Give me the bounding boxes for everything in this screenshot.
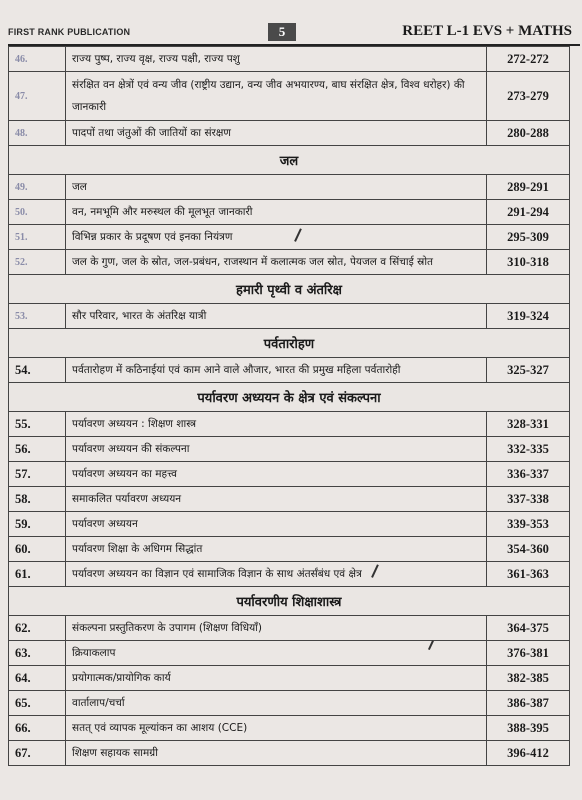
table-row (9, 304, 570, 329)
publisher-name: FIRST RANK PUBLICATION (8, 27, 131, 37)
chapter-title: वन, नमभूमि और मरुस्थल की मूलभूत जानकारी (66, 200, 487, 225)
table-row (9, 358, 570, 383)
chapter-number: 50. (9, 200, 66, 225)
course-title: REET L-1 EVS + MATHS (402, 23, 572, 39)
chapter-title: वार्तालाप/चर्चा (66, 691, 487, 716)
contents-table (8, 46, 570, 766)
chapter-title: जल के गुण, जल के स्रोत, जल-प्रबंधन, राजस्थान में कलात्मक जल स्रोत, पेयजल व सिंचाई स्रोत (66, 250, 487, 275)
chapter-title: सौर परिवार, भारत के अंतरिक्ष यात्री (66, 304, 487, 329)
table-row (9, 487, 570, 512)
table-row (9, 616, 570, 641)
table-row (9, 462, 570, 487)
page-header (0, 22, 582, 46)
page-range: 272-272 (487, 47, 570, 72)
chapter-title: पर्यावरण शिक्षा के अधिगम सिद्धांत (66, 537, 487, 562)
chapter-number: 57. (9, 462, 66, 487)
chapter-number: 53. (9, 304, 66, 329)
page-range: 280-288 (487, 121, 570, 146)
table-row (9, 250, 570, 275)
page-range: 386-387 (487, 691, 570, 716)
page-range: 291-294 (487, 200, 570, 225)
chapter-number: 47. (9, 72, 66, 121)
table-row (9, 691, 570, 716)
chapter-title: सतत् एवं व्यापक मूल्यांकन का आशय (CCE) (66, 716, 487, 741)
chapter-title: विभिन्न प्रकार के प्रदूषण एवं इनका नियंत्रण (66, 225, 487, 250)
chapter-title: राज्य पुष्प, राज्य वृक्ष, राज्य पक्षी, राज्य पशु (66, 47, 487, 72)
chapter-number: 55. (9, 412, 66, 437)
table-row (9, 716, 570, 741)
section-heading: पर्वतारोहण (9, 329, 570, 358)
table-row (9, 175, 570, 200)
chapter-number: 62. (9, 616, 66, 641)
chapter-title: पर्वतारोहण में कठिनाईयां एवं काम आने वाले औजार, भारत की प्रमुख महिला पर्वतारोही (66, 358, 487, 383)
chapter-title: पर्यावरण अध्ययन का विज्ञान एवं सामाजिक विज्ञान के साथ अंतर्संबंध एवं क्षेत्र (66, 562, 487, 587)
page-range: 382-385 (487, 666, 570, 691)
section-heading-row (9, 383, 570, 412)
chapter-number: 58. (9, 487, 66, 512)
page-range: 336-337 (487, 462, 570, 487)
page-range: 388-395 (487, 716, 570, 741)
chapter-title: शिक्षण सहायक सामग्री (66, 741, 487, 766)
chapter-title: पादपों तथा जंतुओं की जातियों का संरक्षण (66, 121, 487, 146)
chapter-title: समाकलित पर्यावरण अध्ययन (66, 487, 487, 512)
table-row (9, 412, 570, 437)
chapter-title: पर्यावरण अध्ययन की संकल्पना (66, 437, 487, 462)
chapter-title: क्रियाकलाप (66, 641, 487, 666)
page-range: 295-309 (487, 225, 570, 250)
chapter-title: पर्यावरण अध्ययन (66, 512, 487, 537)
chapter-number: 61. (9, 562, 66, 587)
table-row (9, 741, 570, 766)
chapter-number: 48. (9, 121, 66, 146)
page-range: 354-360 (487, 537, 570, 562)
page-number: 5 (268, 23, 296, 41)
section-heading: जल (9, 146, 570, 175)
page-range: 310-318 (487, 250, 570, 275)
section-heading: हमारी पृथ्वी व अंतरिक्ष (9, 275, 570, 304)
chapter-title: पर्यावरण अध्ययन का महत्त्व (66, 462, 487, 487)
chapter-number: 63. (9, 641, 66, 666)
chapter-number: 65. (9, 691, 66, 716)
table-row (9, 437, 570, 462)
table-row (9, 512, 570, 537)
page-range: 361-363 (487, 562, 570, 587)
table-row (9, 200, 570, 225)
chapter-number: 59. (9, 512, 66, 537)
table-row (9, 562, 570, 587)
page-range: 289-291 (487, 175, 570, 200)
table-row (9, 121, 570, 146)
page-range: 328-331 (487, 412, 570, 437)
section-heading-row (9, 146, 570, 175)
chapter-number: 54. (9, 358, 66, 383)
page-range: 396-412 (487, 741, 570, 766)
chapter-title: प्रयोगात्मक/प्रायोगिक कार्य (66, 666, 487, 691)
page-range: 273-279 (487, 72, 570, 121)
page-range: 364-375 (487, 616, 570, 641)
page-range: 339-353 (487, 512, 570, 537)
chapter-number: 46. (9, 47, 66, 72)
table-row (9, 72, 570, 121)
chapter-number: 52. (9, 250, 66, 275)
chapter-number: 51. (9, 225, 66, 250)
table-row (9, 641, 570, 666)
table-row (9, 666, 570, 691)
section-heading-row (9, 275, 570, 304)
chapter-number: 67. (9, 741, 66, 766)
section-heading-row (9, 587, 570, 616)
chapter-title: संकल्पना प्रस्तुतिकरण के उपागम (शिक्षण विधियाँ) (66, 616, 487, 641)
chapter-number: 66. (9, 716, 66, 741)
page-range: 325-327 (487, 358, 570, 383)
page-range: 376-381 (487, 641, 570, 666)
section-heading: पर्यावरण अध्ययन के क्षेत्र एवं संकल्पना (9, 383, 570, 412)
page-range: 332-335 (487, 437, 570, 462)
chapter-title: संरक्षित वन क्षेत्रों एवं वन्य जीव (राष्ट्रीय उद्यान, वन्य जीव अभयारण्य, बाघ संरक्षित क्षेत्र, विश्व धरोहर) की जानकारी (66, 72, 487, 121)
table-row (9, 537, 570, 562)
chapter-number: 56. (9, 437, 66, 462)
chapter-title: पर्यावरण अध्ययन : शिक्षण शास्त्र (66, 412, 487, 437)
page-range: 319-324 (487, 304, 570, 329)
page-range: 337-338 (487, 487, 570, 512)
chapter-number: 60. (9, 537, 66, 562)
table-row (9, 47, 570, 72)
chapter-number: 64. (9, 666, 66, 691)
chapter-title: जल (66, 175, 487, 200)
chapter-number: 49. (9, 175, 66, 200)
table-row (9, 225, 570, 250)
section-heading: पर्यावरणीय शिक्षाशास्त्र (9, 587, 570, 616)
section-heading-row (9, 329, 570, 358)
